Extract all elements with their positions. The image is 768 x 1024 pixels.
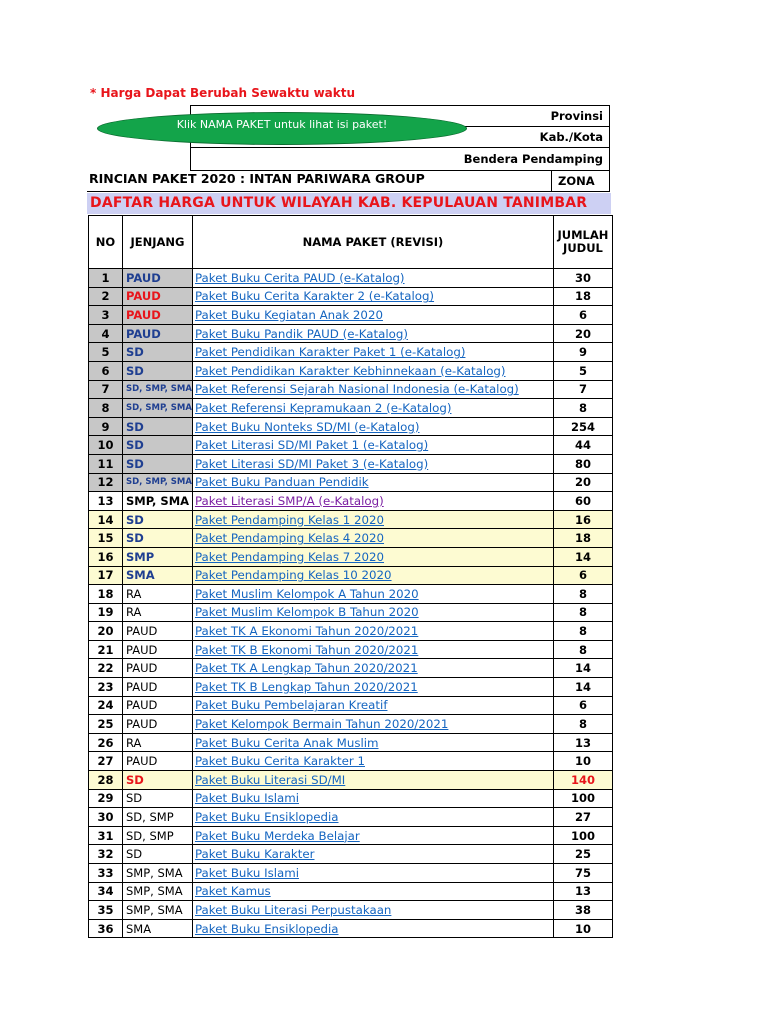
row-nama-cell (192, 845, 553, 864)
table-row (89, 417, 613, 436)
row-jumlah: 13 (553, 733, 612, 752)
col-header-jumlah (553, 216, 612, 269)
table-row (89, 678, 613, 697)
package-link[interactable]: Paket Buku Kegiatan Anak 2020 (194, 307, 383, 322)
row-no: 3 (89, 306, 123, 325)
row-no: 31 (89, 826, 123, 845)
row-nama-cell (192, 510, 553, 529)
row-jenjang: PAUD (123, 752, 193, 771)
row-jenjang: SD, SMP, SMA (123, 399, 193, 418)
row-jenjang: PAUD (123, 269, 193, 288)
price-change-note: * Harga Dapat Berubah Sewaktu waktu (90, 86, 356, 100)
row-no: 12 (89, 473, 123, 492)
table-row (89, 659, 613, 678)
table-row (89, 287, 613, 306)
row-jumlah: 140 (553, 771, 612, 790)
package-link[interactable]: Paket TK B Ekonomi Tahun 2020/2021 (194, 642, 419, 657)
package-table (88, 215, 613, 938)
table-row (89, 399, 613, 418)
rincian-title: RINCIAN PAKET 2020 : INTAN PARIWARA GROUP (89, 171, 425, 186)
package-link[interactable]: Paket Buku Ensiklopedia (194, 921, 339, 936)
row-jumlah: 14 (553, 659, 612, 678)
package-link[interactable]: Paket Pendamping Kelas 7 2020 (194, 549, 385, 564)
row-jenjang: PAUD (123, 622, 193, 641)
table-row (89, 492, 613, 511)
row-no: 34 (89, 882, 123, 901)
row-no: 7 (89, 380, 123, 399)
package-link[interactable]: Paket Buku Cerita Karakter 1 (194, 754, 365, 769)
row-jenjang: PAUD (123, 678, 193, 697)
row-no: 27 (89, 752, 123, 771)
row-nama-cell (192, 771, 553, 790)
row-jumlah: 6 (553, 306, 612, 325)
table-row (89, 752, 613, 771)
row-jenjang: SD, SMP (123, 826, 193, 845)
package-link[interactable]: Paket Buku Pandik PAUD (e-Katalog) (194, 326, 408, 341)
row-no: 17 (89, 566, 123, 585)
row-jumlah: 25 (553, 845, 612, 864)
package-link[interactable]: Paket TK A Ekonomi Tahun 2020/2021 (194, 624, 419, 639)
table-row (89, 919, 613, 938)
row-jumlah: 10 (553, 919, 612, 938)
row-nama-cell (192, 399, 553, 418)
col-header-jumlah-line2: JUDUL (563, 241, 603, 255)
row-nama-cell (192, 640, 553, 659)
click-package-hint: Klik NAMA PAKET untuk lihat isi paket! (97, 112, 467, 145)
row-nama-cell (192, 343, 553, 362)
row-jenjang: PAUD (123, 287, 193, 306)
row-jenjang: SD (123, 454, 193, 473)
table-row (89, 454, 613, 473)
row-no: 1 (89, 269, 123, 288)
row-nama-cell (192, 733, 553, 752)
package-link[interactable]: Paket Buku Nonteks SD/MI (e-Katalog) (194, 419, 420, 434)
package-link[interactable]: Paket Buku Cerita PAUD (e-Katalog) (194, 270, 405, 285)
package-link[interactable]: Paket TK B Lengkap Tahun 2020/2021 (194, 679, 418, 694)
package-link[interactable]: Paket Referensi Kepramukaan 2 (e-Katalog) (194, 400, 452, 415)
package-link[interactable]: Paket Referensi Sejarah Nasional Indonesia (e-Katalog) (194, 382, 519, 397)
row-jenjang: SMP, SMA (123, 882, 193, 901)
row-jumlah: 60 (553, 492, 612, 511)
bendera-pendamping-field: Bendera Pendamping (190, 147, 610, 171)
row-no: 32 (89, 845, 123, 864)
row-jumlah: 30 (553, 269, 612, 288)
row-no: 8 (89, 399, 123, 418)
row-no: 11 (89, 454, 123, 473)
row-jenjang: RA (123, 603, 193, 622)
row-no: 9 (89, 417, 123, 436)
row-nama-cell (192, 436, 553, 455)
row-jenjang: SD (123, 510, 193, 529)
row-jenjang: RA (123, 585, 193, 604)
row-no: 19 (89, 603, 123, 622)
row-nama-cell (192, 306, 553, 325)
zona-label: ZONA (551, 170, 610, 192)
row-nama-cell (192, 826, 553, 845)
package-link[interactable]: Paket Buku Merdeka Belajar (194, 828, 360, 843)
col-header-nama: NAMA PAKET (REVISI) (192, 216, 553, 269)
table-row (89, 380, 613, 399)
row-no: 33 (89, 864, 123, 883)
package-link[interactable]: Paket Pendamping Kelas 10 2020 (194, 568, 392, 583)
row-no: 4 (89, 324, 123, 343)
row-jenjang: PAUD (123, 696, 193, 715)
row-jenjang: SD, SMP, SMA (123, 380, 193, 399)
row-jumlah: 8 (553, 715, 612, 734)
row-nama-cell (192, 529, 553, 548)
col-header-no: NO (89, 216, 123, 269)
row-nama-cell (192, 752, 553, 771)
row-nama-cell (192, 454, 553, 473)
row-no: 23 (89, 678, 123, 697)
table-row (89, 696, 613, 715)
package-link[interactable]: Paket Pendamping Kelas 1 2020 (194, 512, 385, 527)
row-jumlah: 8 (553, 603, 612, 622)
row-jumlah: 14 (553, 547, 612, 566)
row-jumlah: 20 (553, 324, 612, 343)
table-row (89, 361, 613, 380)
package-link[interactable]: Paket Literasi SD/MI Paket 3 (e-Katalog) (194, 456, 429, 471)
table-row (89, 845, 613, 864)
row-jenjang: SD (123, 789, 193, 808)
table-row (89, 808, 613, 827)
row-jumlah: 100 (553, 789, 612, 808)
row-nama-cell (192, 659, 553, 678)
table-header-row (89, 216, 613, 269)
row-nama-cell (192, 678, 553, 697)
row-no: 28 (89, 771, 123, 790)
row-nama-cell (192, 492, 553, 511)
row-jenjang: SD (123, 436, 193, 455)
row-jumlah: 6 (553, 696, 612, 715)
row-nama-cell (192, 919, 553, 938)
row-nama-cell (192, 417, 553, 436)
package-link[interactable]: Paket Pendidikan Karakter Kebhinnekaan (e-Katalog) (194, 363, 506, 378)
package-link[interactable]: Paket Buku Ensiklopedia (194, 810, 339, 825)
title-underline (87, 191, 552, 192)
table-row (89, 510, 613, 529)
package-link[interactable]: Paket Buku Islami (194, 865, 299, 880)
row-jenjang: SMP, SMA (123, 864, 193, 883)
row-nama-cell (192, 808, 553, 827)
package-link[interactable]: Paket TK A Lengkap Tahun 2020/2021 (194, 661, 418, 676)
row-jenjang: SD, SMP (123, 808, 193, 827)
package-link[interactable]: Paket Muslim Kelompok A Tahun 2020 (194, 586, 419, 601)
table-row (89, 622, 613, 641)
kabkota-field: Kab./Kota (190, 126, 610, 148)
row-nama-cell (192, 603, 553, 622)
row-jenjang: PAUD (123, 659, 193, 678)
row-nama-cell (192, 473, 553, 492)
row-jumlah: 80 (553, 454, 612, 473)
row-jenjang: SMP, SMA (123, 492, 193, 511)
package-link[interactable]: Paket Buku Panduan Pendidik (194, 475, 369, 490)
row-no: 26 (89, 733, 123, 752)
row-nama-cell (192, 789, 553, 808)
row-jumlah: 16 (553, 510, 612, 529)
row-jumlah: 9 (553, 343, 612, 362)
row-nama-cell (192, 269, 553, 288)
row-jenjang: SMP, SMA (123, 901, 193, 920)
row-no: 10 (89, 436, 123, 455)
row-jumlah: 8 (553, 585, 612, 604)
package-link[interactable]: Paket Buku Literasi SD/MI (194, 772, 346, 787)
row-jenjang: RA (123, 733, 193, 752)
col-header-jenjang: JENJANG (123, 216, 193, 269)
table-row (89, 436, 613, 455)
row-jenjang: PAUD (123, 324, 193, 343)
row-jenjang: SD (123, 417, 193, 436)
table-row (89, 547, 613, 566)
package-link[interactable]: Paket Buku Literasi Perpustakaan (194, 902, 392, 917)
table-row (89, 269, 613, 288)
row-jenjang: SD (123, 845, 193, 864)
row-no: 5 (89, 343, 123, 362)
row-jumlah: 38 (553, 901, 612, 920)
table-row (89, 864, 613, 883)
row-jenjang: SMA (123, 919, 193, 938)
row-no: 24 (89, 696, 123, 715)
package-link[interactable]: Paket Literasi SMP/A (e-Katalog) (194, 493, 384, 508)
row-no: 6 (89, 361, 123, 380)
row-jumlah: 254 (553, 417, 612, 436)
row-jenjang: PAUD (123, 640, 193, 659)
row-no: 13 (89, 492, 123, 511)
row-jumlah: 8 (553, 399, 612, 418)
row-nama-cell (192, 547, 553, 566)
table-row (89, 324, 613, 343)
row-nama-cell (192, 361, 553, 380)
package-link[interactable]: Paket Buku Cerita Karakter 2 (e-Katalog) (194, 289, 435, 304)
table-row (89, 771, 613, 790)
row-jenjang: SD (123, 343, 193, 362)
row-jumlah: 100 (553, 826, 612, 845)
package-link[interactable]: Paket Buku Pembelajaran Kreatif (194, 698, 388, 713)
table-row (89, 715, 613, 734)
table-body (89, 269, 613, 938)
row-jenjang: SMA (123, 566, 193, 585)
row-no: 36 (89, 919, 123, 938)
row-nama-cell (192, 622, 553, 641)
row-jenjang: SD, SMP, SMA (123, 473, 193, 492)
price-list-banner: DAFTAR HARGA UNTUK WILAYAH KAB. KEPULAUAN TANIMBAR (87, 193, 611, 214)
package-link[interactable]: Paket Muslim Kelompok B Tahun 2020 (194, 605, 419, 620)
row-jenjang: SD (123, 771, 193, 790)
table-row (89, 826, 613, 845)
table-row (89, 473, 613, 492)
package-link[interactable]: Paket Buku Cerita Anak Muslim (194, 735, 379, 750)
row-jumlah: 10 (553, 752, 612, 771)
table-row (89, 733, 613, 752)
table-row (89, 566, 613, 585)
row-jumlah: 75 (553, 864, 612, 883)
row-no: 21 (89, 640, 123, 659)
row-jumlah: 20 (553, 473, 612, 492)
row-jumlah: 18 (553, 529, 612, 548)
row-jumlah: 5 (553, 361, 612, 380)
row-nama-cell (192, 287, 553, 306)
row-jenjang: PAUD (123, 306, 193, 325)
row-jenjang: PAUD (123, 715, 193, 734)
row-nama-cell (192, 882, 553, 901)
table-row (89, 640, 613, 659)
row-jumlah: 14 (553, 678, 612, 697)
row-nama-cell (192, 901, 553, 920)
row-jenjang: SMP (123, 547, 193, 566)
row-nama-cell (192, 715, 553, 734)
table-row (89, 789, 613, 808)
package-link[interactable]: Paket Buku Islami (194, 791, 299, 806)
table-row (89, 603, 613, 622)
package-link[interactable]: Paket Pendamping Kelas 4 2020 (194, 531, 385, 546)
row-jenjang: SD (123, 529, 193, 548)
package-link[interactable]: Paket Literasi SD/MI Paket 1 (e-Katalog) (194, 438, 429, 453)
row-jumlah: 8 (553, 622, 612, 641)
row-nama-cell (192, 324, 553, 343)
row-jumlah: 44 (553, 436, 612, 455)
row-nama-cell (192, 566, 553, 585)
row-jumlah: 8 (553, 640, 612, 659)
row-no: 2 (89, 287, 123, 306)
row-no: 16 (89, 547, 123, 566)
row-jumlah: 18 (553, 287, 612, 306)
row-no: 29 (89, 789, 123, 808)
table-row (89, 529, 613, 548)
package-link[interactable]: Paket Pendidikan Karakter Paket 1 (e-Katalog) (194, 345, 466, 360)
table-row (89, 901, 613, 920)
row-no: 30 (89, 808, 123, 827)
table-row (89, 343, 613, 362)
table-row (89, 585, 613, 604)
row-jumlah: 6 (553, 566, 612, 585)
row-no: 15 (89, 529, 123, 548)
row-no: 20 (89, 622, 123, 641)
package-link[interactable]: Paket Kamus (194, 884, 271, 899)
row-no: 25 (89, 715, 123, 734)
row-nama-cell (192, 585, 553, 604)
row-jumlah: 13 (553, 882, 612, 901)
row-no: 35 (89, 901, 123, 920)
row-no: 18 (89, 585, 123, 604)
package-link[interactable]: Paket Buku Karakter (194, 847, 315, 862)
row-no: 22 (89, 659, 123, 678)
row-no: 14 (89, 510, 123, 529)
table-row (89, 306, 613, 325)
row-jumlah: 27 (553, 808, 612, 827)
row-nama-cell (192, 380, 553, 399)
row-nama-cell (192, 864, 553, 883)
row-jenjang: SD (123, 361, 193, 380)
provinsi-field: Provinsi (190, 105, 610, 127)
row-jumlah: 7 (553, 380, 612, 399)
table-row (89, 882, 613, 901)
package-link[interactable]: Paket Kelompok Bermain Tahun 2020/2021 (194, 717, 449, 732)
row-nama-cell (192, 696, 553, 715)
col-header-jumlah-line1: JUMLAH (557, 228, 609, 242)
